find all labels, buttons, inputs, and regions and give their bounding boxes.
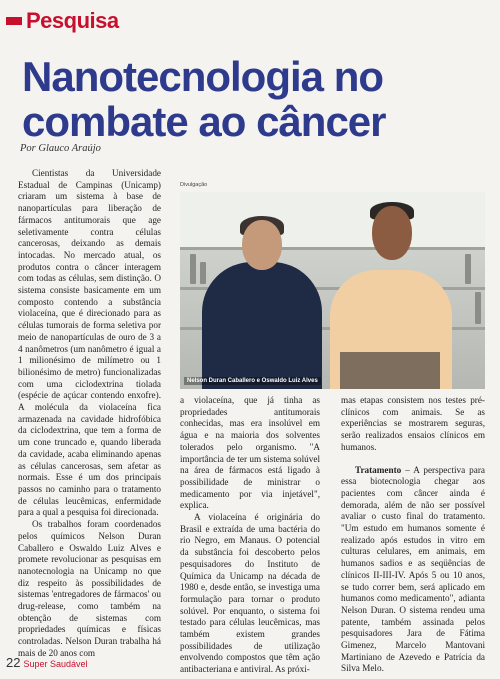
subheading: Tratamento xyxy=(355,464,402,475)
photo-credit: Divulgação xyxy=(180,182,208,188)
paragraph: Os trabalhos foram coordenados pelos químicos Nelson Duran Caballero e Oswaldo Luiz Alves e promete revolucionar as pesquisas em nanotecnologia na Unicamp no que diz respeito às possibilidades de sistemas 'entregadores de fármacos' ou drug-release, como também na obtenção de sistemas com propriedades químicas e físicas controladas. Nelson Duran trabalha há mais de 20 anos com xyxy=(18,519,161,658)
paragraph: a violaceína, que já tinha as propriedades antitumorais conhecidas, mas era insolúvel em água e na maioria dos solventes tolerados pelo organismo. "A importância de ter um sistema solúvel na área de fármacos está ligado à possibilidade de ministrar o medicamento por via injetável", explica. xyxy=(180,395,320,511)
section-marker xyxy=(6,17,22,25)
column-3 xyxy=(341,395,485,675)
section-title: Pesquisa xyxy=(26,8,119,33)
article-photo xyxy=(180,192,485,389)
paragraph-text: – A perspectiva para essa biotecnologia chegar aos pacientes com câncer ainda é demorada, além de não ser possível avaliar o custo final do tratamento. "Um estudo em humanos somente é realizado após estudos in vitro em culturas celulares, em animais, em humanos sadios e as seqüências de clínicos II-III-IV. Após 5 ou 10 anos, se tudo correr bem, será aplicado em humanos como medicamento", adianta Nelson Duran. O sistema rendeu uma patente, também assinada pelos pesquisadores Jara de Fátima Gimenez, Marcelo Mantovani Martiniano de Azevedo e Patrícia da Silva Melo. xyxy=(341,464,485,674)
paragraph: mas etapas consistem nos testes pré-clínicos com animais. Se as experiências se mostrarem seguras, serão realizados ensaios clínicos em humanos. xyxy=(341,395,485,452)
column-1 xyxy=(18,168,161,660)
page-footer xyxy=(6,655,88,670)
paragraph: A violaceína é originária do Brasil e extraída de uma bactéria do rio Negro, em Manaus. O potencial da substância foi descoberto pelos pesquisadores do Instituto de Química da Unicamp na década de 1980 e, desde então, se investiga uma formulação para tornar o produto solúvel. Por enquanto, o sistema foi testado para células leucêmicas, mas também existem grandes possibilidades de utilização envolvendo compostos que têm ação antibacteriana e antiviral. As próxi- xyxy=(180,512,320,675)
photo-caption: Nelson Duran Caballero e Oswaldo Luiz Alves xyxy=(184,377,321,385)
paragraph xyxy=(341,465,485,676)
column-2 xyxy=(180,395,320,676)
magazine-name: Super Saudável xyxy=(23,659,88,669)
headline: Nanotecnologia no combate ao câncer xyxy=(22,53,386,145)
section-tag xyxy=(6,8,119,34)
byline: Por Glauco Araújo xyxy=(20,143,101,154)
page-number: 22 xyxy=(6,655,21,670)
paragraph: Cientistas da Universidade Estadual de Campinas (Unicamp) criaram um sistema à base de nanopartículas para liberação de fármacos antitumorais que age seletivamente contra células cancerosas, deixando as demais intocadas. No mercado atual, os produtos contra o câncer interagem com todas as células, sem distinção. O sistema consiste basicamente em um composto contendo a substância violaceína, que é direcionado para as células tumorais de forma seletiva por meio de nanopartículas de ouro de 3 a 4 nanômetros (um nanômetro é igual a 1 milionésimo de milímetro ou 1 bilionésimo de metro) funcionalizadas com uma ciclodextrina tiolada (espécie de açúcar contendo enxofre). A molécula da violaceína fica armazenada na cavidade hidrofóbica da ciclodextrina, que tem a forma de um cone truncado e, quando liberada da cavidade, acaba eliminando apenas as células cancerosas, sem afetar as normais. Esse é um dos principais passos no caminho para o tratamento de células leucêmicas, enfermidade para a qual a pesquisa foi direcionada. xyxy=(18,168,161,518)
person-left xyxy=(202,262,322,389)
